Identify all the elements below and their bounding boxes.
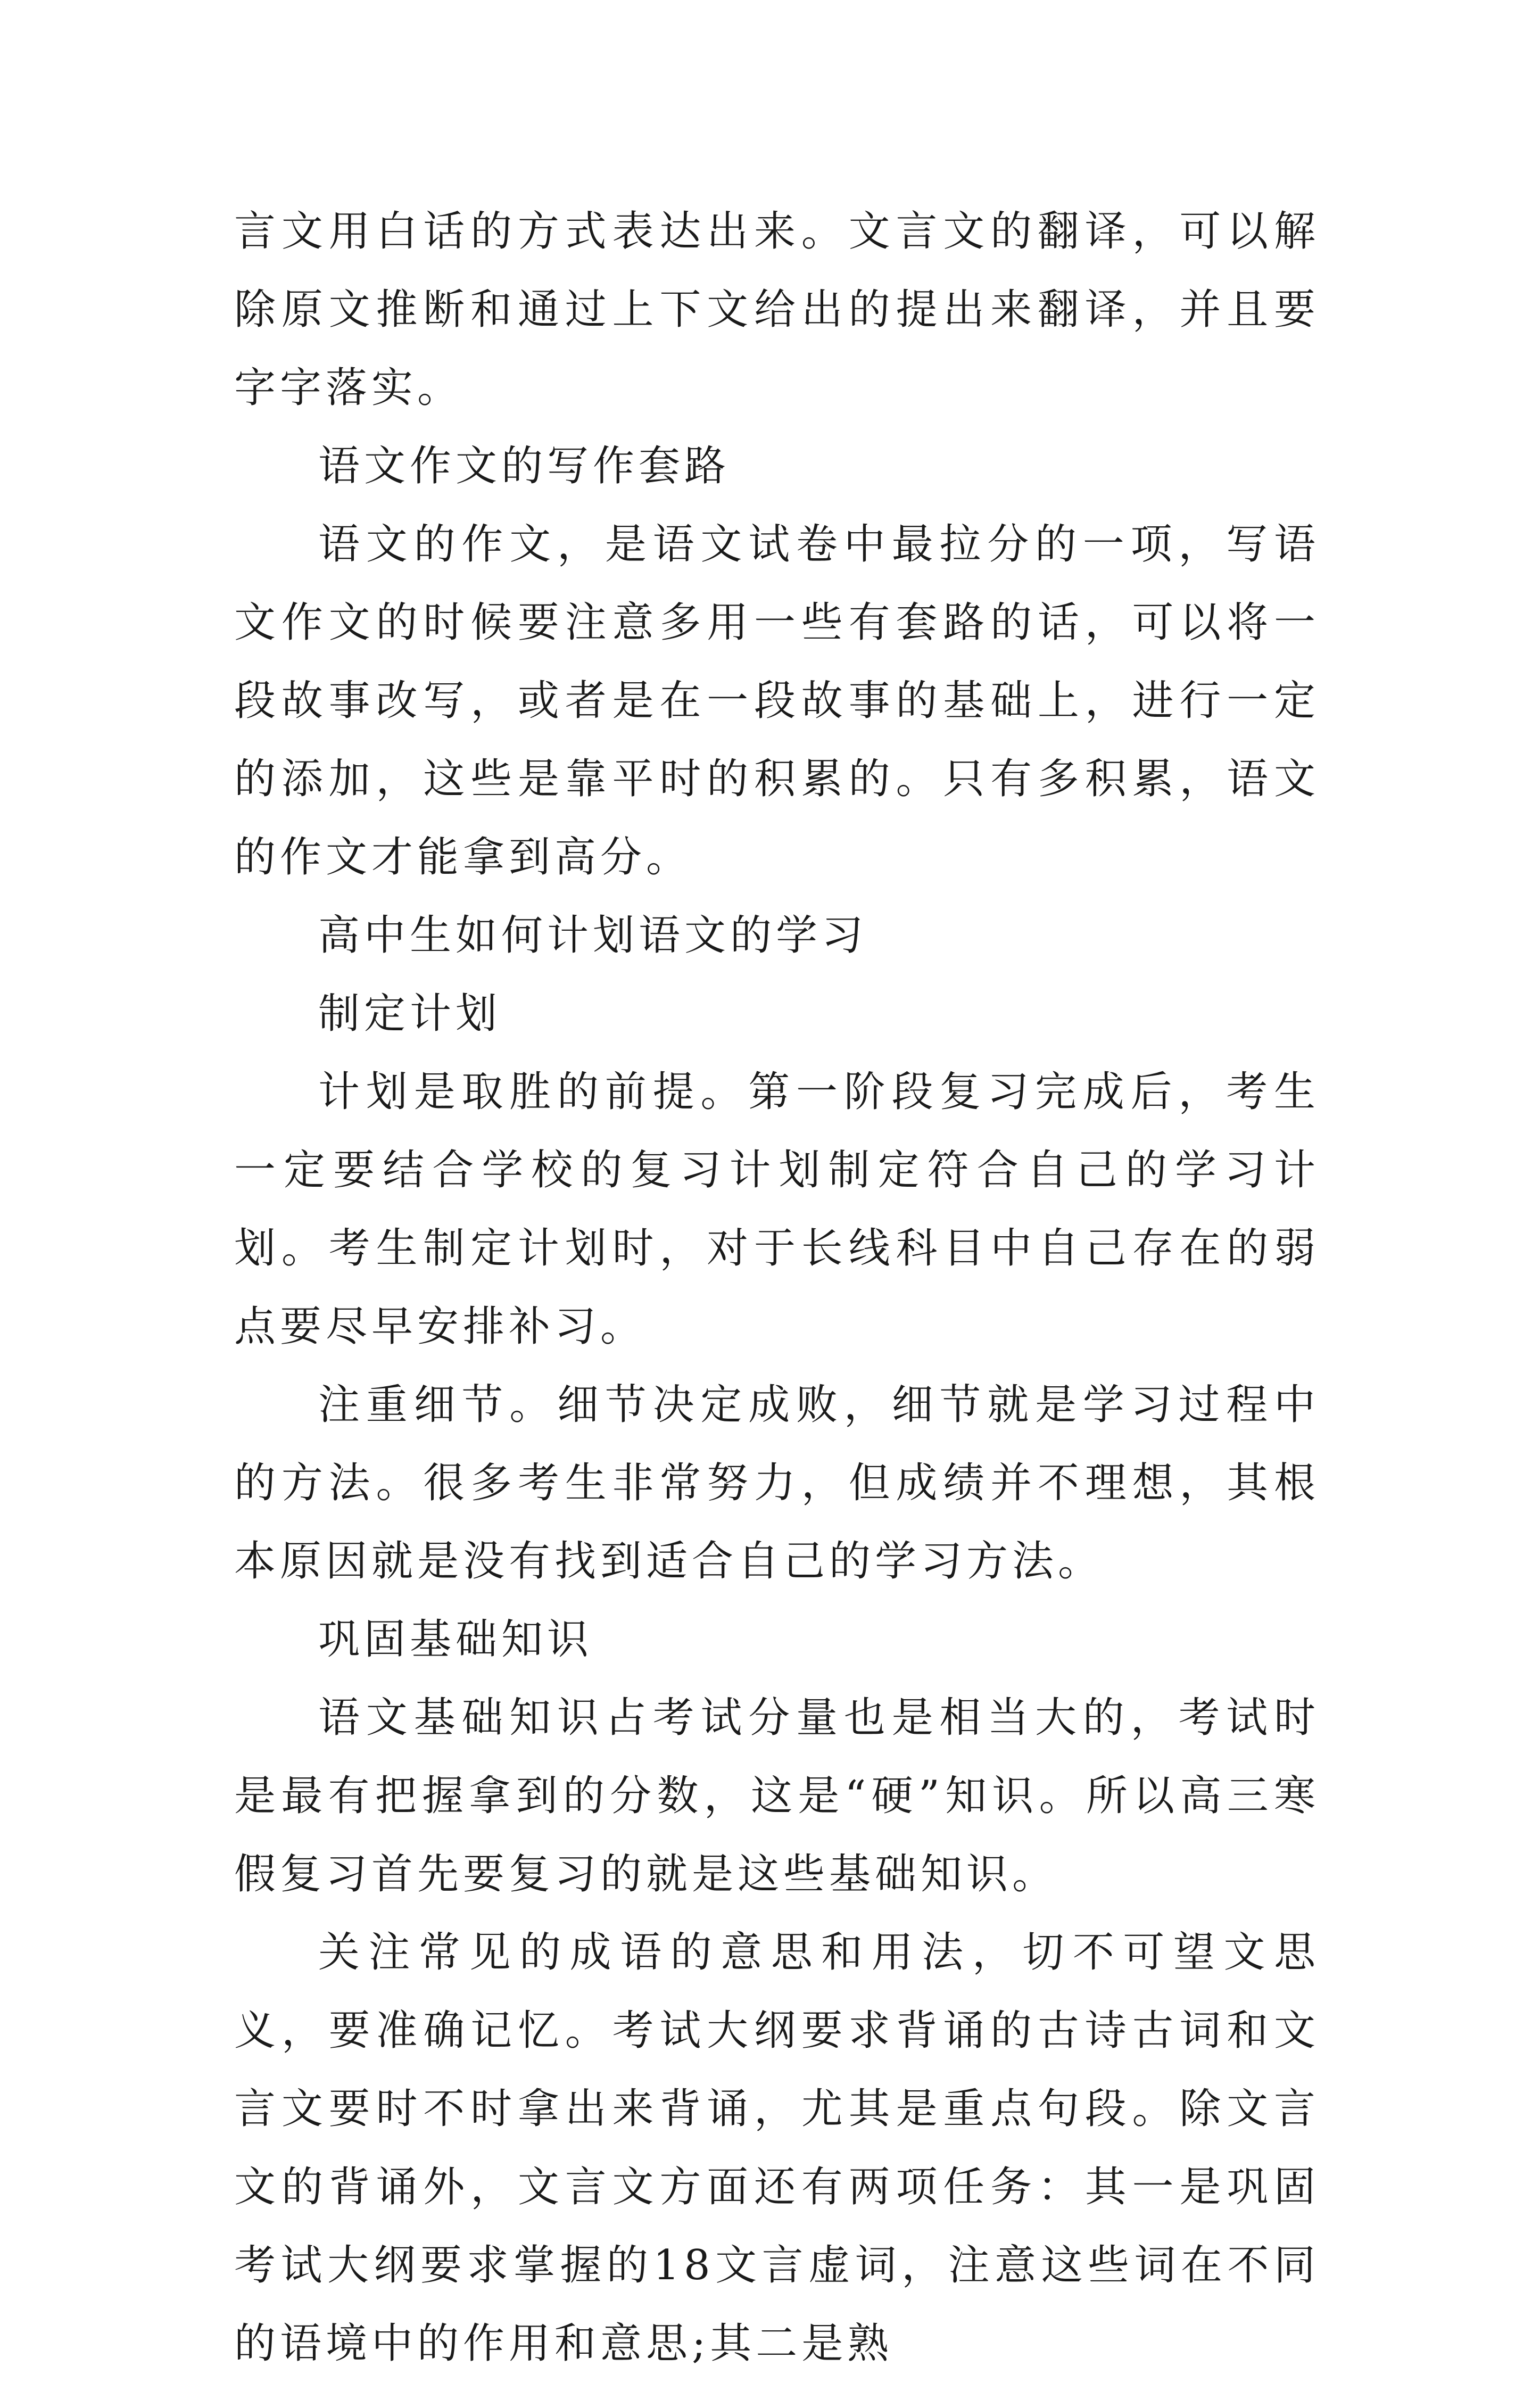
paragraph-basics: 语文基础知识占考试分量也是相当大的，考试时是最有把握拿到的分数，这是“硬”知识。所以高三寒假复习首先要复习的就是这些基础知识。 (234, 1694, 1320, 1898)
paragraph-continuation: 言文用白话的方式表达出来。文言文的翻译，可以解除原文推断和通过上下文给出的提出来翻译，并且要字字落实。 (234, 208, 1320, 412)
heading-writing-tips: 语文作文的写作套路 (318, 442, 731, 490)
document-body (234, 193, 1320, 2383)
paragraph-details: 注重细节。细节决定成败，细节就是学习过程中的方法。很多考生非常努力，但成绩并不理想，其根本原因就是没有找到适合自己的学习方法。 (234, 1381, 1320, 1585)
heading-make-plan: 制定计划 (318, 990, 502, 1038)
heading-study-plan: 高中生如何计划语文的学习 (318, 912, 868, 959)
paragraph-make-plan: 计划是取胜的前提。第一阶段复习完成后，考生一定要结合学校的复习计划制定符合自己的学习计划。考生制定计划时，对于长线科目中自己存在的弱点要尽早安排补习。 (234, 1068, 1320, 1351)
paragraph-idioms: 关注常见的成语的意思和用法，切不可望文思义，要准确记忆。考试大纲要求背诵的古诗古词和文言文要时不时拿出来背诵，尤其是重点句段。除文言文的背诵外，文言文方面还有两项任务：其一是巩固考试大纲要求掌握的18文言虚词，注意这些词在不同的语境中的作用和意思;其二是熟 (234, 1929, 1320, 2368)
paragraph-writing-tips: 语文的作文，是语文试卷中最拉分的一项，写语文作文的时候要注意多用一些有套路的话，可以将一段故事改写，或者是在一段故事的基础上，进行一定的添加，这些是靠平时的积累的。只有多积累，语文的作文才能拿到高分。 (234, 520, 1320, 881)
heading-basics: 巩固基础知识 (318, 1616, 593, 1664)
